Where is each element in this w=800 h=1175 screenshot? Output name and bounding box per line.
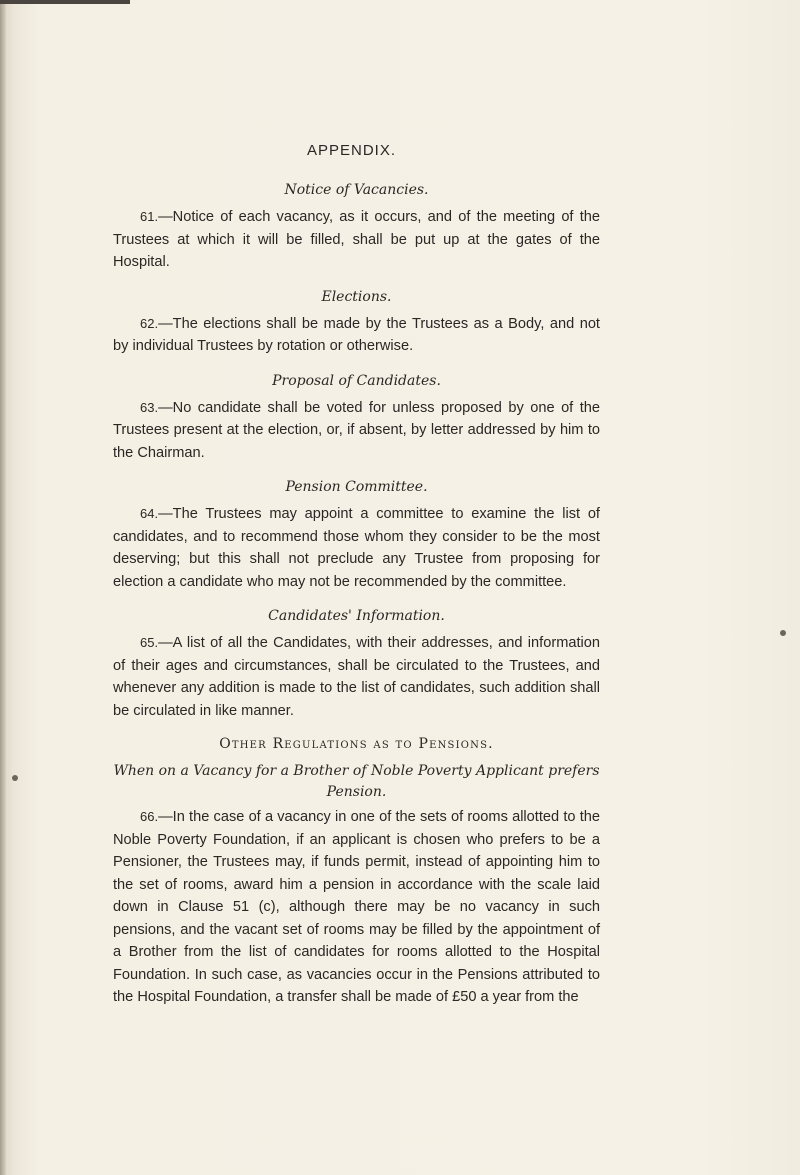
section-title: Candidates' Information. bbox=[268, 608, 445, 624]
clause-paragraph bbox=[113, 397, 600, 465]
clause-number: 63. bbox=[140, 399, 159, 415]
clause-text: —A list of all the Candidates, with their addresses, and information of their ages and circumstances, shall be circulated to the Trustees, and whenever any addition is made to the list of candidates, such addition shall be circulated in like manner. bbox=[113, 635, 600, 719]
running-head: APPENDIX. bbox=[306, 142, 397, 159]
page-text bbox=[113, 142, 600, 1009]
clause-paragraph bbox=[113, 806, 600, 1009]
section-title: Pension Committee. bbox=[285, 479, 428, 495]
clause-text: —The Trustees may appoint a committee to examine the list of candidates, and to recommend those whom they consider to be the most deserving; but this shall not preclude any Trustee from proposing for election a candidate who may not be recommended by the committee. bbox=[113, 506, 600, 590]
subheading: When on a Vacancy for a Brother of Noble Poverty Applicant prefers Pension. bbox=[113, 763, 600, 800]
part-heading: Other Regulations as to Pensions. bbox=[219, 736, 494, 752]
clause-number: 61. bbox=[140, 209, 159, 224]
clause-paragraph bbox=[113, 313, 600, 358]
clause-text: —Notice of each vacancy, as it occurs, and of the meeting of the Trustees at which it will be filled, shall be put up at the gates of the Hospital. bbox=[113, 209, 600, 270]
page-edge bbox=[0, 0, 6, 1175]
section-title: Elections. bbox=[321, 288, 392, 305]
clause-paragraph bbox=[113, 503, 600, 593]
section-title: Proposal of Candidates. bbox=[272, 372, 441, 389]
speck-mark bbox=[780, 630, 786, 636]
clause-number: 65. bbox=[140, 635, 159, 650]
speck-mark bbox=[12, 775, 18, 781]
clause-text: —No candidate shall be voted for unless proposed by one of the Trustees present at the election, or, if absent, by letter addressed by him to the Chairman. bbox=[113, 399, 600, 461]
clause-paragraph bbox=[113, 206, 600, 274]
section-title: Notice of Vacancies. bbox=[284, 182, 429, 198]
clause-number: 64. bbox=[140, 506, 159, 521]
clause-number: 66. bbox=[140, 809, 159, 824]
clause-number: 62. bbox=[140, 315, 159, 331]
clause-text: —The elections shall be made by the Trustees as a Body, and not by individual Trustees by rotation or otherwise. bbox=[113, 315, 600, 354]
top-rule bbox=[0, 0, 130, 4]
clause-paragraph bbox=[113, 632, 600, 722]
clause-text: —In the case of a vacancy in one of the sets of rooms allotted to the Noble Poverty Foundation, if an applicant is chosen who prefers to be a Pensioner, the Trustees may, if funds permit, instead of appointing him to the set of rooms, award him a pension in accordance with the scale laid down in Clause 51 (c), although there may be no vacancy in such pensions, and the vacant set of rooms may be filled by the appointment of a Brother from the list of candidates for rooms allotted to the Hospital Foundation. In such case, as vacancies occur in the Pensions attributed to the Hospital Foundation, a transfer shall be made of £50 a year from the bbox=[113, 809, 600, 1005]
